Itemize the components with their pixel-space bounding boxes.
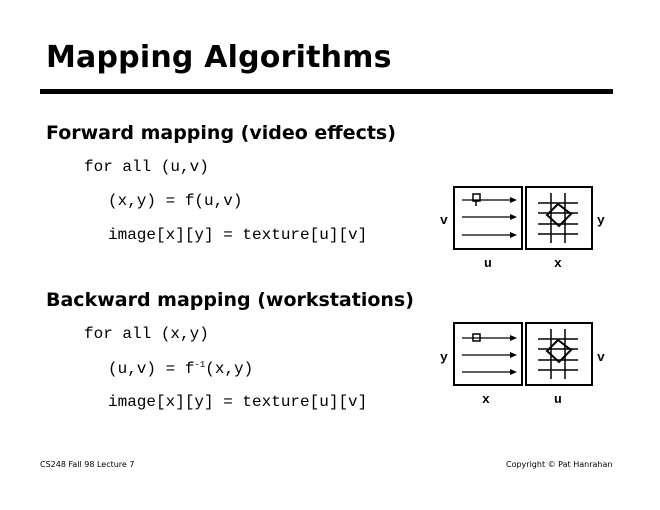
forward-diagram-bottom-left-label: u xyxy=(484,256,492,271)
backward-diagram-right-label: v xyxy=(597,350,605,365)
forward-line-2: (x,y) = f(u,v) xyxy=(108,192,243,210)
forward-mapping-diagram xyxy=(430,183,620,273)
backward-line-3: image[x][y] = texture[u][v] xyxy=(108,393,368,411)
slide-title: Mapping Algorithms xyxy=(46,40,392,75)
forward-line-3: image[x][y] = texture[u][v] xyxy=(108,226,368,244)
footer-course: CS248 Fall 98 Lecture 7 xyxy=(40,460,135,469)
backward-line-2-suffix: (x,y) xyxy=(205,360,254,378)
backward-line-2 xyxy=(108,360,253,378)
backward-line-2-prefix: (u,v) = f xyxy=(108,360,195,378)
forward-diagram-bottom-right-label: x xyxy=(554,256,562,271)
backward-diagram-bottom-left-label: x xyxy=(482,392,490,407)
backward-line-1: for all (x,y) xyxy=(84,325,209,343)
backward-diagram-left-label: y xyxy=(440,350,448,365)
forward-line-1: for all (u,v) xyxy=(84,158,209,176)
forward-diagram-left-label: v xyxy=(440,213,448,228)
footer-copyright: Copyright © Pat Hanrahan xyxy=(506,460,613,469)
inverse-superscript: -1 xyxy=(194,360,206,370)
backward-mapping-diagram xyxy=(430,319,620,409)
title-underline xyxy=(40,89,613,94)
backward-diagram-bottom-right-label: u xyxy=(554,392,562,407)
forward-diagram-right-label: y xyxy=(597,213,605,228)
backward-heading: Backward mapping (workstations) xyxy=(46,289,414,311)
forward-heading: Forward mapping (video effects) xyxy=(46,122,396,144)
